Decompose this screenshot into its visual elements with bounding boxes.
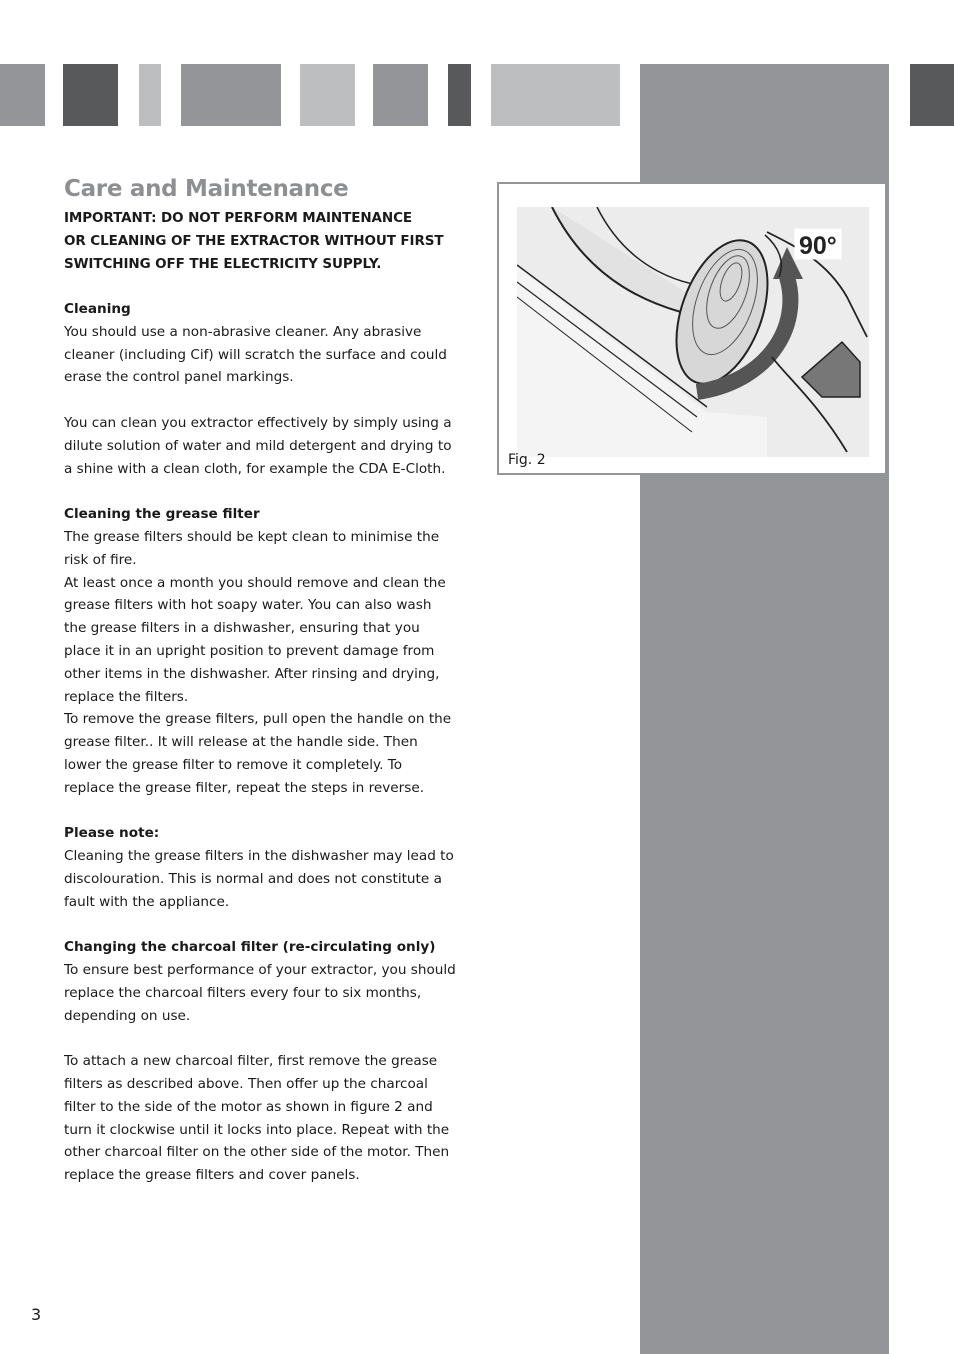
figure-2: [497, 182, 887, 475]
grease-filter-paragraph: To remove the grease filters, pull open the handle on the grease filter.. It will release at the handle side. Then lower the grease filter to remove it completely. To replace the grease filter, repeat the steps in reverse.: [64, 711, 452, 796]
cleaning-paragraph: You should use a non-abrasive cleaner. Any abrasive cleaner (including Cif) will scratch the surface and could erase the control panel markings.: [64, 323, 447, 386]
important-warning: [64, 207, 464, 276]
angle-label: 90°: [799, 232, 837, 260]
page-number: 3: [31, 1305, 42, 1324]
body-text: [64, 298, 456, 1187]
header-block-9: [910, 64, 954, 126]
grease-filter-paragraph: The grease filters should be kept clean to minimise the risk of fire.: [64, 528, 440, 568]
cleaning-paragraph: You can clean you extractor effectively by simply using a dilute solution of water and mild detergent and drying to a shine with a clean cloth, for example the CDA E-Cloth.: [64, 414, 452, 477]
charcoal-heading: Changing the charcoal filter (re-circulating only): [64, 939, 436, 956]
grease-filter-heading: Cleaning the grease filter: [64, 506, 260, 523]
page-title: Care and Maintenance: [64, 176, 349, 202]
warning-line: OR CLEANING OF THE EXTRACTOR WITHOUT FIRST: [64, 233, 444, 249]
grease-filter-paragraph: At least once a month you should remove and clean the grease filters with hot soapy water. You can also wash the grease filters in a dishwasher, ensuring that you place it in an upright position to prevent damage from other items in the dishwasher. After rinsing and drying, replace the filters.: [64, 574, 446, 705]
charcoal-paragraph: To attach a new charcoal filter, first remove the grease filters as described above. Then offer up the charcoal filter to the side of the motor as shown in figure 2 and turn it clockwise until it locks into place. Repeat with the other charcoal filter on the other side of the motor. Then replace the grease filters and cover panels.: [64, 1053, 450, 1184]
header-block-4: [181, 64, 281, 126]
header-block-8: [491, 64, 620, 126]
header-block-5: [300, 64, 355, 126]
please-note-heading: Please note:: [64, 825, 160, 842]
warning-line: SWITCHING OFF THE ELECTRICITY SUPPLY.: [64, 256, 382, 272]
charcoal-paragraph: To ensure best performance of your extractor, you should replace the charcoal filters every four to six months, depending on use.: [64, 962, 456, 1024]
figure-caption: Fig. 2: [508, 452, 546, 468]
header-block-1: [0, 64, 45, 126]
header-block-6: [373, 64, 428, 126]
charcoal-filter-illustration: [517, 207, 869, 457]
header-block-3: [139, 64, 161, 126]
cleaning-heading: Cleaning: [64, 301, 131, 317]
header-block-2: [63, 64, 118, 126]
warning-line: IMPORTANT: DO NOT PERFORM MAINTENANCE: [64, 210, 413, 226]
header-block-7: [448, 64, 471, 126]
please-note-paragraph: Cleaning the grease filters in the dishwasher may lead to discolouration. This is normal and does not constitute a fault with the appliance.: [64, 848, 454, 910]
